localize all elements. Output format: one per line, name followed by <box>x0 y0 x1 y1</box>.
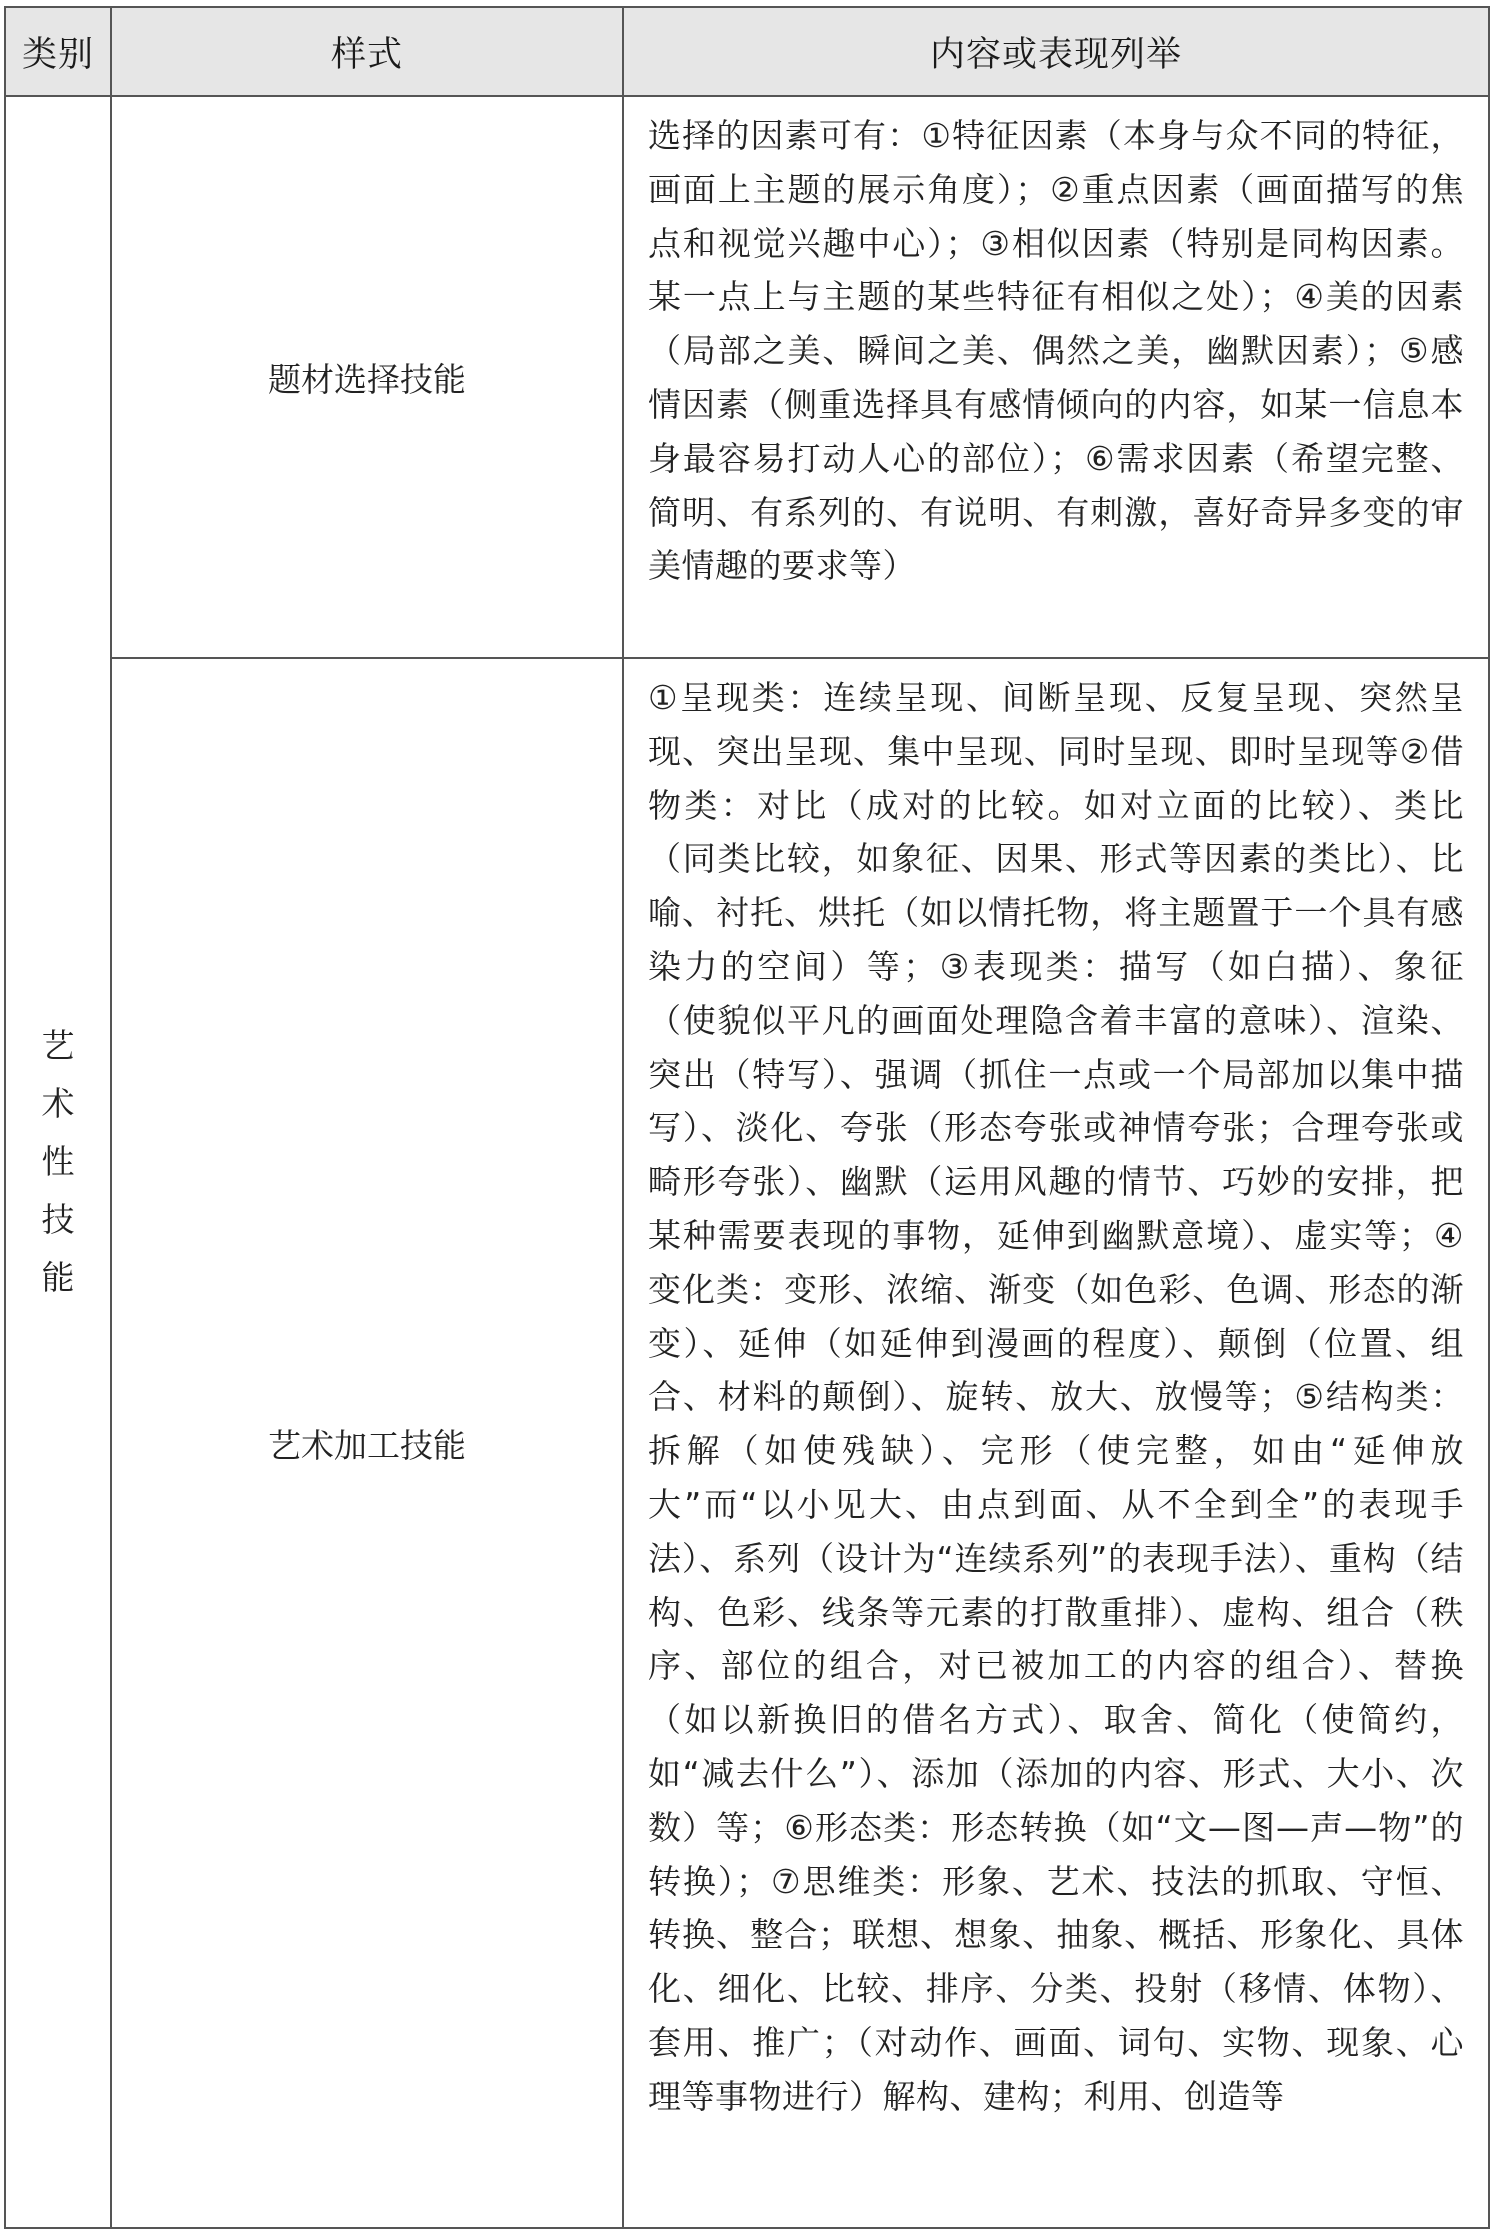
category-cell <box>5 96 111 2228</box>
style-cell-art-processing: 艺术加工技能 <box>111 658 623 2228</box>
table-header-row <box>5 7 1489 96</box>
header-style: 样式 <box>111 7 623 96</box>
style-cell-topic-selection: 题材选择技能 <box>111 96 623 658</box>
content-cell-topic-selection: 选择的因素可有：①特征因素（本身与众不同的特征，画面上主题的展示角度）；②重点因素（画面描写的焦点和视觉兴趣中心）；③相似因素（特别是同构因素。某一点上与主题的某些特征有相似之处）；④美的因素（局部之美、瞬间之美、偶然之美，幽默因素）；⑤感情因素（侧重选择具有感情倾向的内容，如某一信息本身最容易打动人心的部位）；⑥需求因素（希望完整、简明、有系列的、有说明、有刺激，喜好奇异多变的审美情趣的要求等） <box>623 96 1489 658</box>
header-content: 内容或表现列举 <box>623 7 1489 96</box>
header-category: 类别 <box>5 7 111 96</box>
table-row <box>5 658 1489 2228</box>
table-row <box>5 96 1489 658</box>
category-label: 艺术性技能 <box>41 1026 75 1297</box>
content-cell-art-processing: ①呈现类：连续呈现、间断呈现、反复呈现、突然呈现、突出呈现、集中呈现、同时呈现、即时呈现等②借物类：对比（成对的比较。如对立面的比较）、类比（同类比较，如象征、因果、形式等因素的类比）、比喻、衬托、烘托（如以情托物，将主题置于一个具有感染力的空间）等；③表现类：描写（如白描）、象征（使貌似平凡的画面处理隐含着丰富的意味）、渲染、突出（特写）、强调（抓住一点或一个局部加以集中描写）、淡化、夸张（形态夸张或神情夸张；合理夸张或畸形夸张）、幽默（运用风趣的情节、巧妙的安排，把某种需要表现的事物，延伸到幽默意境）、虚实等；④变化类：变形、浓缩、渐变（如色彩、色调、形态的渐变）、延伸（如延伸到漫画的程度）、颠倒（位置、组合、材料的颠倒）、旋转、放大、放慢等；⑤结构类：拆解（如使残缺）、完形（使完整，如由“延伸放大”而“以小见大、由点到面、从不全到全”的表现手法）、系列（设计为“连续系列”的表现手法）、重构（结构、色彩、线条等元素的打散重排）、虚构、组合（秩序、部位的组合，对已被加工的内容的组合）、替换（如以新换旧的借名方式）、取舍、简化（使简约，如“减去什么”）、添加（添加的内容、形式、大小、次数）等；⑥形态类：形态转换（如“文—图—声—物”的转换）；⑦思维类：形象、艺术、技法的抓取、守恒、转换、整合；联想、想象、抽象、概括、形象化、具体化、细化、比较、排序、分类、投射（移情、体物）、套用、推广；（对动作、画面、词句、实物、现象、心理等事物进行）解构、建构；利用、创造等 <box>623 658 1489 2228</box>
skills-table <box>4 6 1490 2229</box>
